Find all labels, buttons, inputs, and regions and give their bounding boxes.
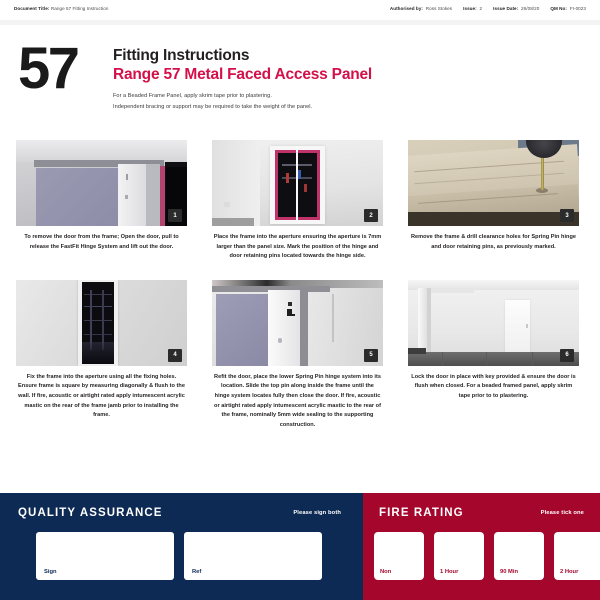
authorised-by-label: Authorised by: <box>389 5 423 11</box>
fire-rating-hint: Please tick one <box>540 510 584 516</box>
sign-field-label: Sign <box>44 569 57 575</box>
document-header <box>0 0 600 16</box>
step-1-caption: To remove the door from the frame; Open the door, pull to release the FastFit Hinge System and lift out the door. <box>24 234 179 250</box>
issue-date-group <box>493 6 539 11</box>
authorised-by-group <box>390 6 452 11</box>
step-3-badge: 3 <box>560 209 574 222</box>
fire-rating-option-2-hour[interactable] <box>554 532 600 580</box>
page-subtitle: Range 57 Metal Faced Access Panel <box>113 66 373 84</box>
title-text-group <box>113 47 372 113</box>
document-title-label: Document Title: <box>14 5 50 11</box>
title-note-2: Independent bracing or support may be required to take the weight of the panel. <box>113 103 313 110</box>
step-2-photo <box>212 140 383 226</box>
fire-rating-option-non[interactable] <box>374 532 424 580</box>
document-title-value: Range 57 Fitting Instruction <box>50 5 109 11</box>
step-1-badge: 1 <box>168 209 182 222</box>
issue-group <box>463 6 482 11</box>
step-5 <box>212 280 383 431</box>
title-notes <box>113 91 372 113</box>
quality-assurance-fields <box>36 532 322 580</box>
document-title-group <box>14 6 108 11</box>
quality-assurance-heading: QUALITY ASSURANCE <box>18 507 163 519</box>
step-6-caption: Lock the door in place with key provided & ensure the door is flush when closed. For a beaded framed panel, apply skrim tape prior to to plastering. <box>411 373 576 400</box>
photo-frame-in-aperture <box>212 140 383 226</box>
sign-field[interactable] <box>36 532 174 580</box>
authorised-by-value: Ross Stokes <box>425 5 453 11</box>
title-note-1: For a Beaded Frame Panel, apply skrim tape prior to plastering. <box>113 92 272 99</box>
step-4-caption: Fix the frame into the aperture using all the fixing holes. Ensure frame is square by measuring diagonally & flush to the wall. If fire, acoustic or airtight rated apply intumescent acrylic mastic on the rear of the frame jamb prior to installing the frame. <box>18 373 185 419</box>
quality-assurance-section <box>0 493 363 600</box>
step-4-badge: 4 <box>168 349 182 362</box>
fire-rating-option-2-hour-label: 2 Hour <box>560 569 579 575</box>
fire-rating-option-non-label: Non <box>380 569 392 575</box>
bottom-bands <box>0 493 600 600</box>
step-2 <box>212 140 383 262</box>
step-4 <box>16 280 187 431</box>
photo-frame-fixed <box>16 280 187 366</box>
step-5-badge: 5 <box>364 349 378 362</box>
page-title: Fitting Instructions <box>113 47 250 64</box>
document-meta-group <box>390 6 586 11</box>
step-2-badge: 2 <box>364 209 378 222</box>
photo-finished-panel <box>408 280 579 366</box>
fire-rating-section <box>363 493 600 600</box>
step-1 <box>16 140 187 262</box>
issue-date-value: 26/08/20 <box>521 5 540 11</box>
step-3-caption: Remove the frame & drill clearance holes for Spring Pin hinge and door retaining pins, as previously marked. <box>410 234 577 250</box>
photo-refit-door <box>212 280 383 366</box>
range-number: 57 <box>18 36 78 101</box>
step-5-photo <box>212 280 383 366</box>
qm-number-group <box>550 6 586 11</box>
step-6 <box>408 280 579 431</box>
steps-grid <box>0 140 600 430</box>
header-divider <box>0 20 600 25</box>
step-4-photo <box>16 280 187 366</box>
steps-row-2 <box>0 280 600 431</box>
issue-label: Issue: <box>463 5 477 11</box>
steps-row-1 <box>0 140 600 262</box>
fire-rating-heading: FIRE RATING <box>379 507 464 519</box>
issue-value: 2 <box>479 5 483 11</box>
qm-number-label: QM No: <box>550 5 567 11</box>
issue-date-label: Issue Date: <box>493 5 519 11</box>
fire-rating-option-90-min[interactable] <box>494 532 544 580</box>
step-2-caption: Place the frame into the aperture ensuring the aperture is 7mm larger than the panel size. Mark the position of the hinge and door retaining pins located towards the hinge side. <box>213 234 382 260</box>
photo-drilling-timber <box>408 140 579 226</box>
step-6-badge: 6 <box>560 349 574 362</box>
title-block <box>0 36 600 120</box>
step-6-photo <box>408 280 579 366</box>
ref-field[interactable] <box>184 532 322 580</box>
fire-rating-option-1-hour[interactable] <box>434 532 484 580</box>
quality-assurance-hint: Please sign both <box>293 510 341 516</box>
step-3 <box>408 140 579 262</box>
photo-door-removal <box>16 140 187 226</box>
fire-rating-option-1-hour-label: 1 Hour <box>440 569 459 575</box>
fire-rating-option-90-min-label: 90 Min <box>500 569 519 575</box>
step-5-caption: Refit the door, place the lower Spring Pin hinge system into its location. Slide the top pin along inside the frame until the hinge system locates fully then close the door. If fire, acoustic or airtight rated apply intumescent acrylic mastic to the rear of the frame, nominally 5mm wide sealing to the supporting construction. <box>214 373 381 428</box>
ref-field-label: Ref <box>192 569 202 575</box>
fire-rating-options <box>374 532 600 580</box>
qm-number-value: FI-0023 <box>569 5 586 11</box>
step-1-photo <box>16 140 187 226</box>
step-3-photo <box>408 140 579 226</box>
